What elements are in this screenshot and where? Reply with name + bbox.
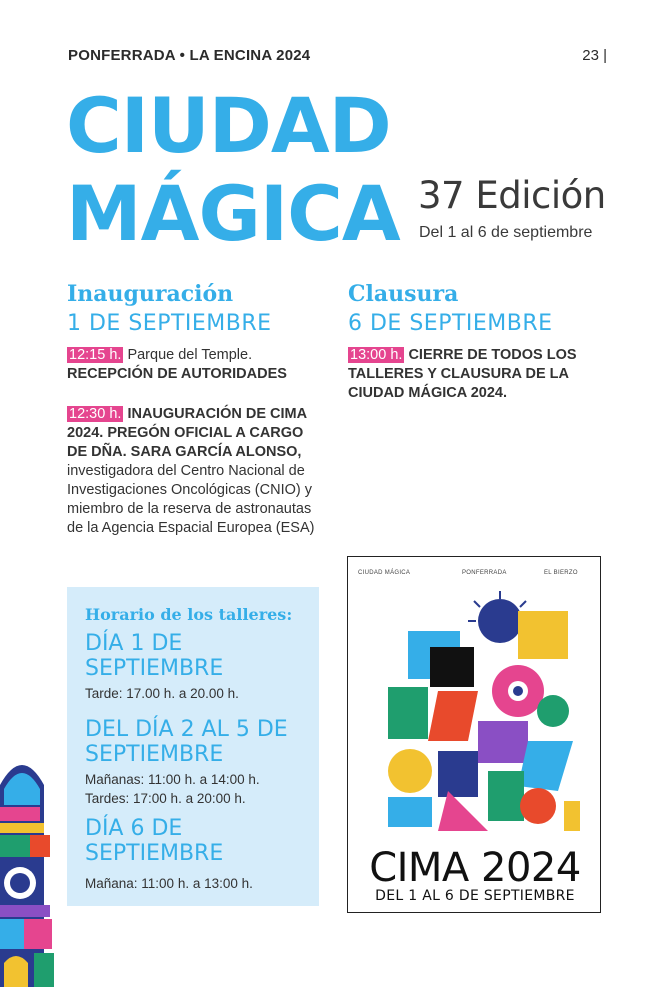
event-description: investigadora del Centro Nacional de Investigaciones Oncológicas (CNIO) y miembro de la reserva de astronautas de la Agencia Espacial Europea (ESA) (67, 463, 315, 536)
time-badge: 12:15 h. (69, 347, 122, 363)
schedule-day-2-hours-afternoon: Tardes: 17:00 h. a 20:00 h. (85, 791, 246, 806)
poster-subheadline: DEL 1 AL 6 DE SEPTIEMBRE (375, 888, 575, 904)
inauguracion-event-2 (67, 405, 319, 538)
inauguracion-heading: Inauguración (67, 281, 234, 307)
schedule-day-3: DÍA 6 DE SEPTIEMBRE (85, 816, 224, 866)
poster-illustration (368, 591, 582, 841)
inauguracion-date: 1 DE SEPTIEMBRE (67, 311, 272, 336)
title-line-2: MÁGICA (66, 169, 400, 258)
event-title: INAUGURACIÓN DE CIMA 2024. PREGÓN OFICIAL A CARGO DE DÑA. SARA GARCÍA ALONSO, (67, 406, 307, 460)
schedule-day-1-hours: Tarde: 17.00 h. a 20.00 h. (85, 686, 239, 701)
schedule-day-2-hours-morning: Mañanas: 11:00 h. a 14:00 h. (85, 772, 260, 787)
schedule-day-2: DEL DÍA 2 AL 5 DE SEPTIEMBRE (85, 717, 288, 767)
inauguracion-event-1 (67, 346, 317, 384)
cima-poster (347, 556, 601, 913)
page-number: 23 | (582, 47, 607, 64)
clausura-date: 6 DE SEPTIEMBRE (348, 311, 553, 336)
poster-top-right: EL BIERZO (544, 570, 578, 576)
schedule-title: Horario de los talleres: (85, 605, 293, 624)
clausura-event-1 (348, 346, 598, 403)
event-dates: Del 1 al 6 de septiembre (419, 224, 593, 241)
schedule-day-1: DÍA 1 DE SEPTIEMBRE (85, 631, 224, 681)
workshop-schedule-box (67, 587, 319, 906)
poster-headline: CIMA 2024 (369, 845, 581, 891)
schedule-day-3-hours: Mañana: 11:00 h. a 13:00 h. (85, 876, 253, 891)
clausura-heading: Clausura (348, 281, 459, 307)
time-badge: 12:30 h. (69, 406, 122, 422)
poster-top-left: CIUDAD MÁGICA (358, 570, 411, 576)
event-location: Parque del Temple. (123, 347, 253, 363)
time-badge: 13:00 h. (350, 347, 403, 363)
decorative-tower-illustration (0, 745, 62, 987)
poster-top-center: PONFERRADA (462, 570, 507, 576)
edition-label: 37 Edición (418, 174, 606, 217)
event-title: CIERRE DE TODOS LOS TALLERES Y CLAUSURA DE LA CIUDAD MÁGICA 2024. (348, 347, 577, 401)
title-line-1: CIUDAD (66, 81, 391, 170)
page-title (66, 82, 400, 258)
running-header: PONFERRADA • LA ENCINA 2024 (68, 47, 311, 64)
event-title: RECEPCIÓN DE AUTORIDADES (67, 366, 287, 382)
